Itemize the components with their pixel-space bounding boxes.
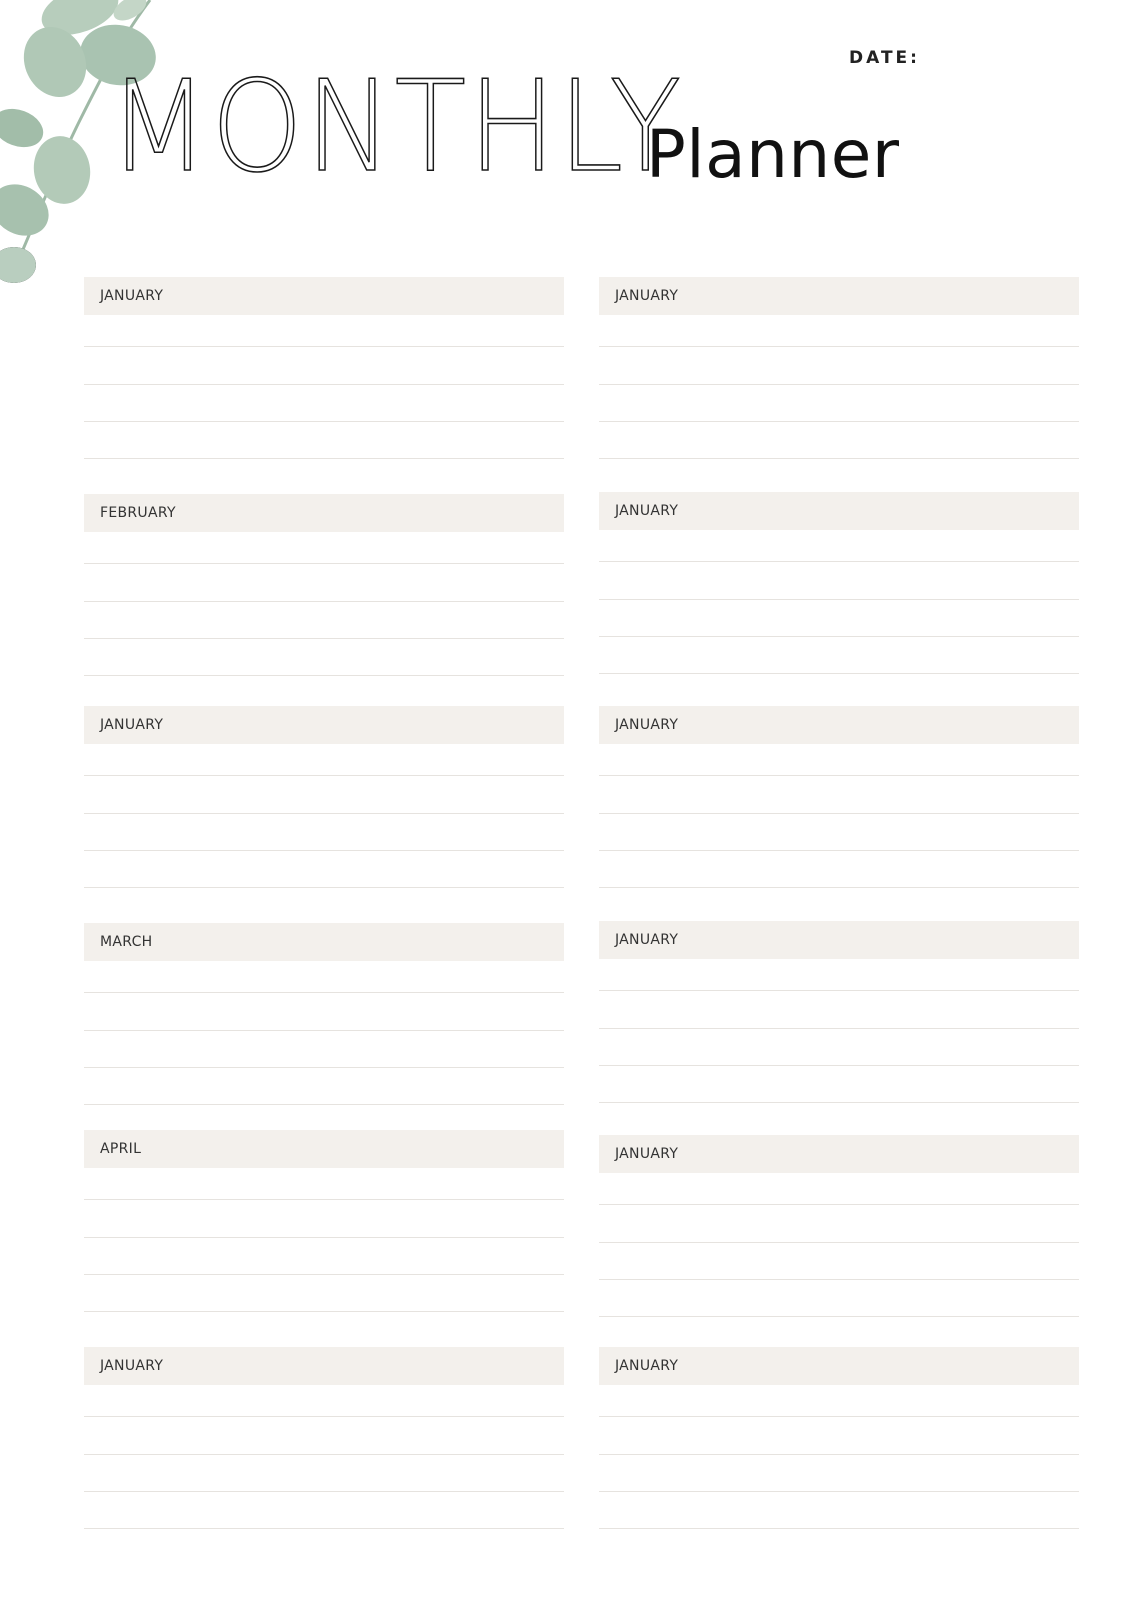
month-section [84, 923, 564, 1113]
month-label: JANUARY [615, 717, 679, 733]
month-label: JANUARY [100, 1358, 164, 1374]
writing-line[interactable] [84, 458, 564, 459]
writing-line[interactable] [84, 850, 564, 851]
writing-line[interactable] [84, 1104, 564, 1105]
month-header [84, 1347, 564, 1385]
month-header [84, 706, 564, 744]
title-monthly: MONTHLY [108, 53, 684, 200]
month-label: JANUARY [615, 1146, 679, 1162]
writing-line[interactable] [599, 458, 1079, 459]
writing-line[interactable] [84, 1416, 564, 1417]
writing-line[interactable] [84, 1067, 564, 1068]
month-section [599, 706, 1079, 896]
writing-line[interactable] [599, 1316, 1079, 1317]
writing-line[interactable] [84, 346, 564, 347]
date-label: DATE: [849, 48, 920, 68]
month-section [84, 494, 564, 684]
month-header [599, 1135, 1079, 1173]
month-header [599, 277, 1079, 315]
writing-line[interactable] [599, 1065, 1079, 1066]
writing-line[interactable] [599, 561, 1079, 562]
month-header [599, 492, 1079, 530]
month-label: JANUARY [615, 932, 679, 948]
month-section [599, 277, 1079, 467]
writing-line[interactable] [84, 775, 564, 776]
writing-line[interactable] [84, 563, 564, 564]
month-label: JANUARY [100, 717, 164, 733]
month-header [84, 277, 564, 315]
writing-line[interactable] [599, 346, 1079, 347]
month-section [84, 706, 564, 896]
month-section [84, 277, 564, 467]
month-label: JANUARY [100, 288, 164, 304]
writing-line[interactable] [84, 1274, 564, 1275]
writing-line[interactable] [84, 675, 564, 676]
month-section [84, 1347, 564, 1537]
month-header [84, 494, 564, 532]
writing-line[interactable] [599, 1454, 1079, 1455]
writing-line[interactable] [84, 1454, 564, 1455]
month-section [84, 1130, 564, 1320]
writing-line[interactable] [599, 813, 1079, 814]
writing-line[interactable] [84, 992, 564, 993]
writing-line[interactable] [84, 1528, 564, 1529]
writing-line[interactable] [599, 1102, 1079, 1103]
month-header [599, 921, 1079, 959]
month-section [599, 1135, 1079, 1325]
month-label: APRIL [100, 1141, 142, 1157]
writing-line[interactable] [84, 1199, 564, 1200]
month-label: MARCH [100, 934, 153, 950]
writing-line[interactable] [84, 1491, 564, 1492]
writing-line[interactable] [599, 636, 1079, 637]
writing-line[interactable] [599, 1416, 1079, 1417]
title-planner: Planner [646, 116, 900, 193]
month-header [84, 923, 564, 961]
writing-line[interactable] [599, 775, 1079, 776]
writing-line[interactable] [599, 1028, 1079, 1029]
month-label: JANUARY [615, 1358, 679, 1374]
writing-line[interactable] [599, 1204, 1079, 1205]
month-header [599, 1347, 1079, 1385]
writing-line[interactable] [84, 1030, 564, 1031]
writing-line[interactable] [84, 1237, 564, 1238]
month-label: JANUARY [615, 288, 679, 304]
month-section [599, 492, 1079, 682]
writing-line[interactable] [599, 850, 1079, 851]
writing-line[interactable] [599, 384, 1079, 385]
writing-line[interactable] [599, 1528, 1079, 1529]
writing-line[interactable] [599, 1491, 1079, 1492]
writing-line[interactable] [84, 601, 564, 602]
month-label: JANUARY [615, 503, 679, 519]
writing-line[interactable] [84, 384, 564, 385]
writing-line[interactable] [84, 887, 564, 888]
writing-line[interactable] [599, 990, 1079, 991]
writing-line[interactable] [84, 813, 564, 814]
month-label: FEBRUARY [100, 505, 176, 521]
month-section [599, 921, 1079, 1111]
month-header [84, 1130, 564, 1168]
writing-line[interactable] [599, 673, 1079, 674]
month-header [599, 706, 1079, 744]
writing-line[interactable] [84, 638, 564, 639]
writing-line[interactable] [599, 421, 1079, 422]
writing-line[interactable] [599, 599, 1079, 600]
month-section [599, 1347, 1079, 1537]
writing-line[interactable] [599, 1242, 1079, 1243]
writing-line[interactable] [84, 421, 564, 422]
writing-line[interactable] [84, 1311, 564, 1312]
writing-line[interactable] [599, 1279, 1079, 1280]
writing-line[interactable] [599, 887, 1079, 888]
